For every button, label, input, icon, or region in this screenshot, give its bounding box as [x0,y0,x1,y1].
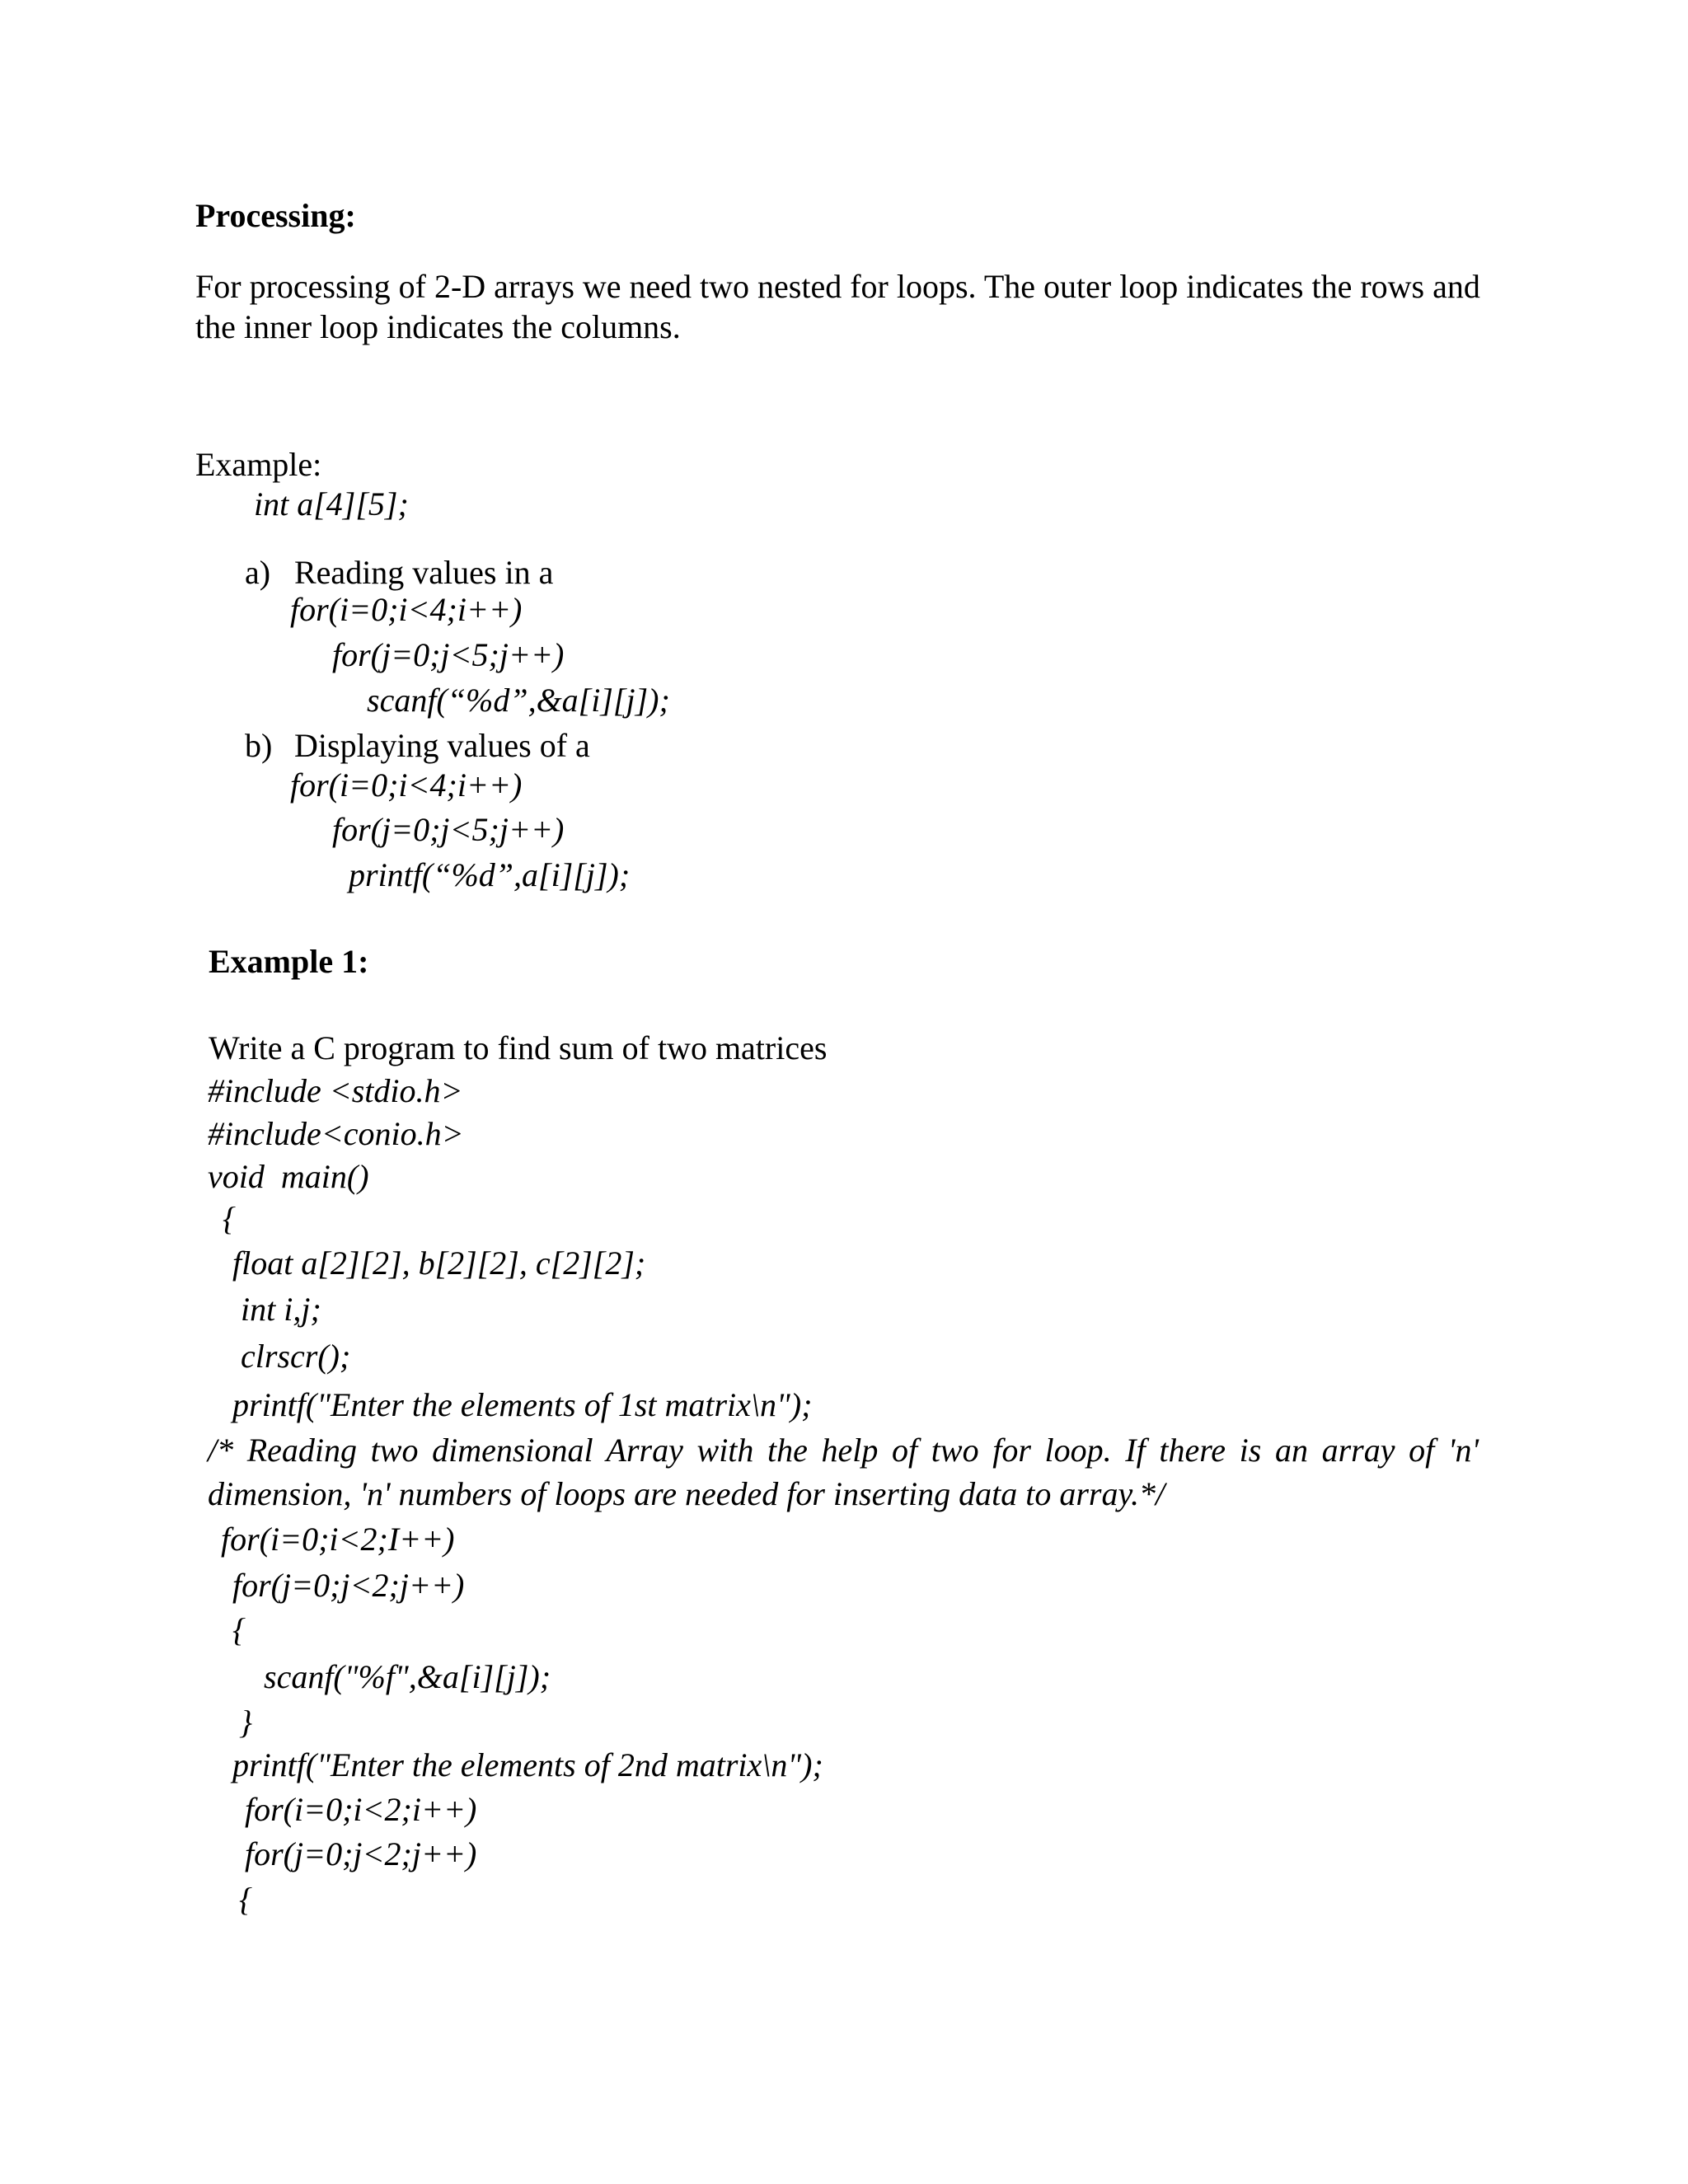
code-line: scanf("%f",&a[i][j]); [264,1658,551,1695]
code-line: for(i=0;i<2;i++) [245,1791,477,1828]
code-line: for(j=0;j<2;j++) [245,1835,477,1872]
code-line: float a[2][2], b[2][2], c[2][2]; [232,1244,646,1282]
code-line: for(j=0;j<2;j++) [232,1567,465,1604]
array-declaration: int a[4][5]; [254,485,409,523]
processing-paragraph-line-2: the inner loop indicates the columns. [195,308,681,345]
code-line: { [239,1881,252,1918]
code-line: { [232,1611,246,1648]
code-line: for(i=0;i<4;i++) [290,591,523,628]
code-line: for(i=0;i<2;I++) [221,1521,455,1558]
code-line: printf(“%d”,a[i][j]); [349,856,631,893]
code-line: for(j=0;j<5;j++) [332,811,565,848]
list-marker-b: b) [245,727,273,764]
code-line: clrscr(); [241,1338,351,1375]
code-line: printf("Enter the elements of 1st matrix\n"); [232,1386,813,1423]
example-1-task: Write a C program to find sum of two matrices [209,1029,828,1066]
code-line: for(i=0;i<4;i++) [290,766,523,804]
code-line: #include<conio.h> [208,1115,464,1152]
code-line: { [223,1200,236,1237]
section-heading-example-1: Example 1: [209,943,369,980]
code-line: void main() [208,1158,369,1195]
code-line: for(j=0;j<5;j++) [332,636,565,673]
code-comment-block: /* Reading two dimensional Array with the help of two for loop. If there is an array of 'n' dimension, 'n' numbers of loops are needed for inserting data to array.*/ [208,1432,1479,1512]
list-item-reading-title: Reading values in a [294,554,554,591]
code-line: } [239,1704,252,1741]
list-item-displaying-title: Displaying values of a [294,727,590,764]
section-heading-processing: Processing: [195,197,356,234]
list-marker-a: a) [245,554,271,591]
code-line: printf("Enter the elements of 2nd matrix\n"); [232,1746,823,1783]
processing-paragraph-line-1: For processing of 2-D arrays we need two nested for loops. The outer loop indicates the rows and [195,268,1480,305]
code-line: int i,j; [241,1291,321,1328]
code-line: scanf(“%d”,&a[i][j]); [367,682,670,719]
code-line: #include <stdio.h> [208,1072,463,1109]
example-label: Example: [195,446,322,483]
